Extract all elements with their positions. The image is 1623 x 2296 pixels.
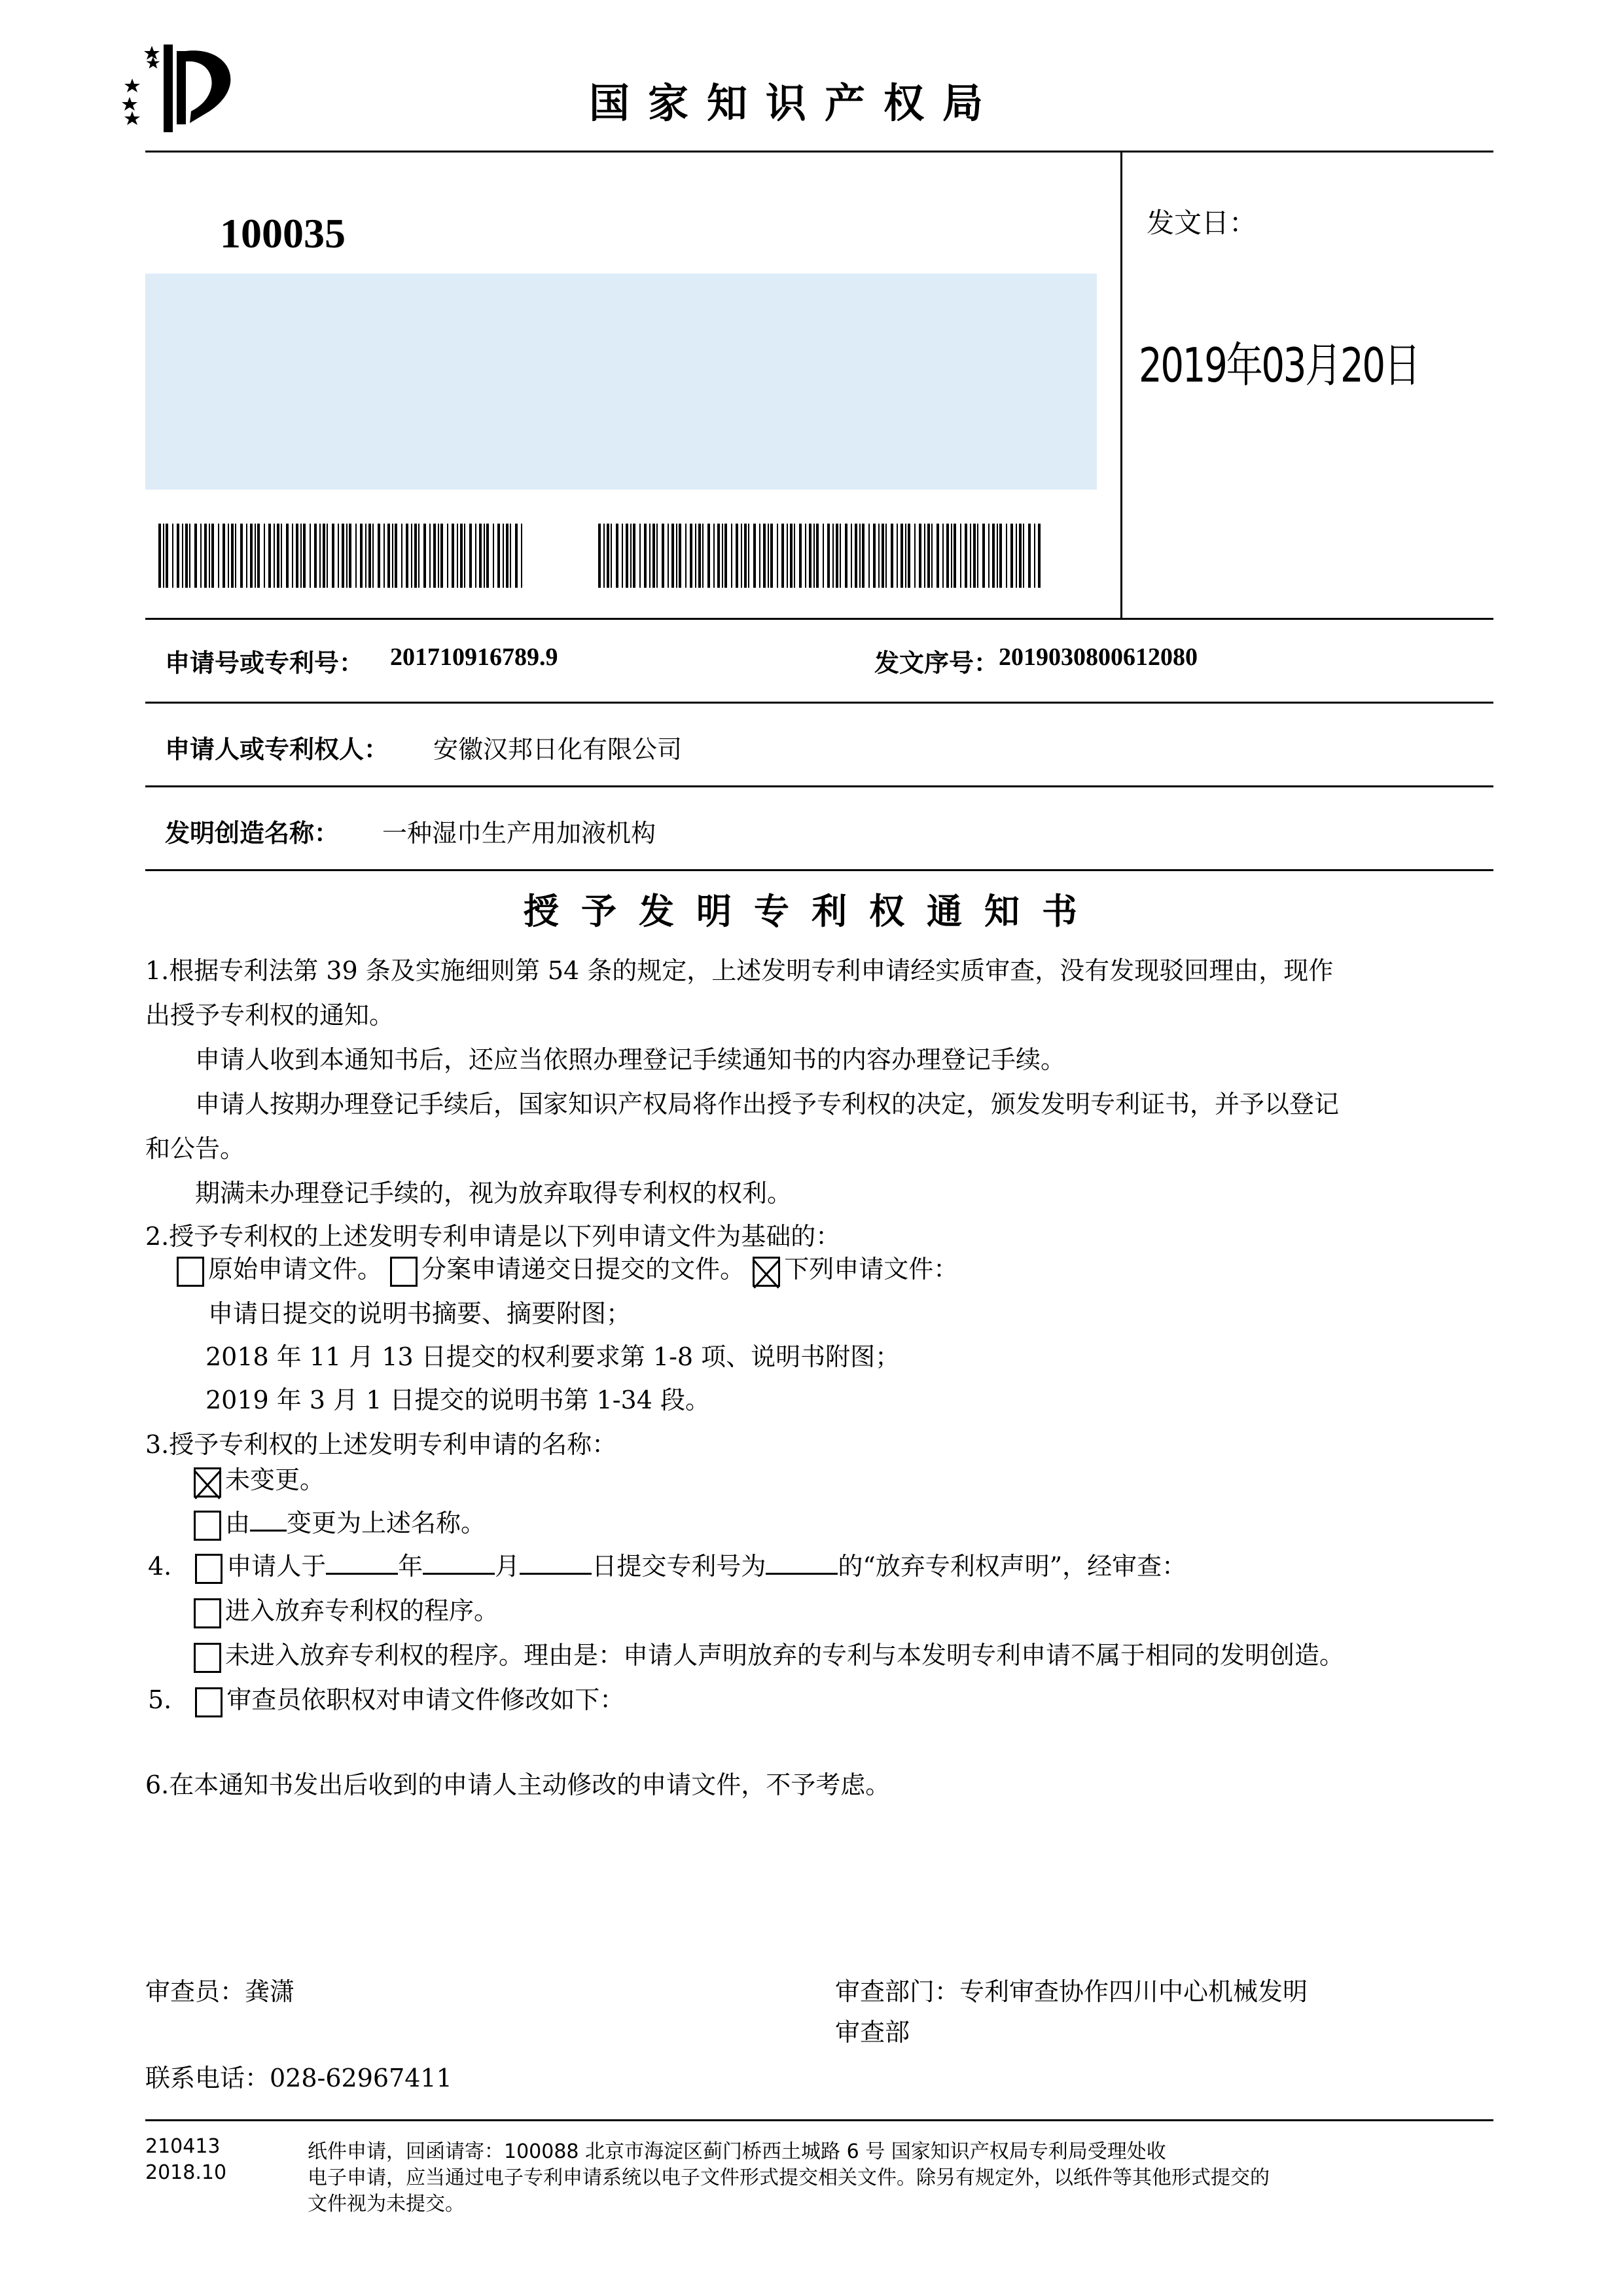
paragraph-6: 6.在本通知书发出后收到的申请人主动修改的申请文件，不予考虑。 [145,1770,891,1799]
info-top-divider [145,618,1493,620]
paragraph-2-heading: 2.授予专利权的上述发明专利申请是以下列申请文件为基础的： [145,1222,841,1251]
info-divider-1 [145,702,1493,704]
checkbox-examiner-amendment[interactable] [195,1687,223,1717]
waiver-month-blank[interactable] [423,1553,495,1575]
checkbox-following-documents[interactable] [753,1257,780,1287]
option-enter-waiver: 进入放弃专利权的程序。 [225,1596,499,1625]
option-following-documents: 下列申请文件： [784,1255,959,1283]
paragraph-3-option-2 [194,1503,486,1541]
application-number: 201710916789.9 [390,643,558,671]
checkbox-name-unchanged[interactable] [194,1467,221,1498]
footer-line-3: 文件视为未提交。 [308,2193,465,2215]
footer-line-1: 纸件申请，回函请寄：100088 北京市海淀区蓟门桥西土城路 6 号 国家知识产权局专利局受理处收 [308,2140,1166,2163]
paragraph-4-line [148,1546,1186,1584]
option-name-changed-prefix: 由 [225,1509,251,1537]
waiver-text-c: 月 [495,1552,520,1581]
info-divider-2 [145,785,1493,787]
waiver-year-blank[interactable] [326,1553,398,1575]
document-item-3: 2019 年 3 月 1 日提交的说明书第 1-34 段。 [205,1386,710,1414]
paragraph-4-number: 4. [148,1552,172,1581]
application-number-label: 申请号或专利号： [165,648,365,677]
cnipa-logo [118,39,249,137]
examiner-name: 审查员：龚潇 [145,1977,295,2006]
form-version: 2018.10 [145,2161,227,2184]
name-change-blank[interactable] [250,1510,287,1532]
paragraph-1-line-2: 出授予专利权的通知。 [145,1001,395,1030]
issue-date-label: 发文日： [1147,207,1257,239]
examiner-amendment-text: 审查员依职权对申请文件修改如下： [226,1685,625,1714]
checkbox-enter-waiver[interactable] [194,1598,221,1628]
date-column-divider [1120,151,1122,619]
applicant-name: 安徽汉邦日化有限公司 [433,735,683,764]
barcode-left [158,524,526,588]
department-line-1: 审查部门：专利审查协作四川中心机械发明 [835,1977,1308,2006]
waiver-text-b: 年 [398,1552,423,1581]
paragraph-5-number: 5. [148,1685,172,1714]
option-not-enter-waiver: 未进入放弃专利权的程序。理由是：申请人声明放弃的专利与本发明专利申请不属于相同的发明创造。 [225,1641,1345,1670]
option-name-unchanged: 未变更。 [225,1465,325,1494]
paragraph-1-sentence-3: 期满未办理登记手续的，视为放弃取得专利权的权利。 [195,1179,793,1208]
paragraph-1-sentence-2-line-1: 申请人按期办理登记手续后，国家知识产权局将作出授予专利权的决定，颁发发明专利证书，并予以登记 [195,1090,1340,1119]
invention-title-label: 发明创造名称： [165,818,340,848]
organization-name: 国家知识产权局 [589,79,1002,127]
checkbox-not-enter-waiver[interactable] [194,1643,221,1673]
paragraph-5-line [148,1679,624,1717]
waiver-text-d: 日提交专利号为 [592,1552,766,1581]
serial-number: 2019030800612080 [999,643,1198,671]
barcode-right [598,524,1043,588]
footer-line-2: 电子申请，应当通过电子专利申请系统以电子文件形式提交相关文件。除另有规定外，以纸件等其他形式提交的 [308,2166,1270,2189]
address-redacted-box [145,274,1097,490]
issue-date-value: 2019年03月20日 [1139,338,1419,393]
paragraph-1-sentence-2-line-2: 和公告。 [145,1134,245,1163]
applicant-label: 申请人或专利权人： [165,734,389,764]
paragraph-2-options [177,1249,958,1287]
contact-phone: 联系电话：028-62967411 [145,2064,452,2092]
checkbox-divisional-documents[interactable] [390,1257,418,1287]
department-line-2: 审查部 [835,2018,910,2047]
notice-title: 授予发明专利权通知书 [524,891,1099,932]
checkbox-waiver-declaration[interactable] [195,1554,223,1584]
option-name-changed-suffix: 变更为上述名称。 [287,1509,486,1537]
header-divider [145,151,1493,152]
option-original-documents: 原始申请文件。 [208,1255,383,1283]
paragraph-1-line-1: 1.根据专利法第 39 条及实施细则第 54 条的规定，上述发明专利申请经实质审查，没有发现驳回理由，现作 [145,956,1334,985]
option-divisional-documents: 分案申请递交日提交的文件。 [421,1255,745,1283]
paragraph-4-option-1 [194,1590,499,1628]
info-divider-3 [145,869,1493,871]
document-item-1: 申请日提交的说明书摘要、摘要附图； [208,1299,632,1328]
serial-number-label: 发文序号： [874,648,999,677]
postal-code: 100035 [220,210,346,257]
waiver-text-e: 的“放弃专利权声明”，经审查： [838,1552,1187,1581]
waiver-day-blank[interactable] [520,1553,592,1575]
paragraph-1-sentence-1: 申请人收到本通知书后，还应当依照办理登记手续通知书的内容办理登记手续。 [195,1045,1066,1074]
paragraph-3-heading: 3.授予专利权的上述发明专利申请的名称： [145,1430,617,1459]
waiver-text-a: 申请人于 [226,1552,327,1581]
paragraph-4-option-2 [194,1635,1344,1673]
invention-title: 一种湿巾生产用加液机构 [382,819,656,848]
document-item-2: 2018 年 11 月 13 日提交的权利要求第 1-8 项、说明书附图； [205,1342,901,1371]
footer-divider [145,2119,1493,2121]
paragraph-3-option-1 [194,1460,325,1498]
checkbox-name-changed[interactable] [194,1511,221,1541]
form-code: 210413 [145,2135,221,2158]
waiver-patent-number-blank[interactable] [766,1553,838,1575]
checkbox-original-documents[interactable] [177,1257,204,1287]
